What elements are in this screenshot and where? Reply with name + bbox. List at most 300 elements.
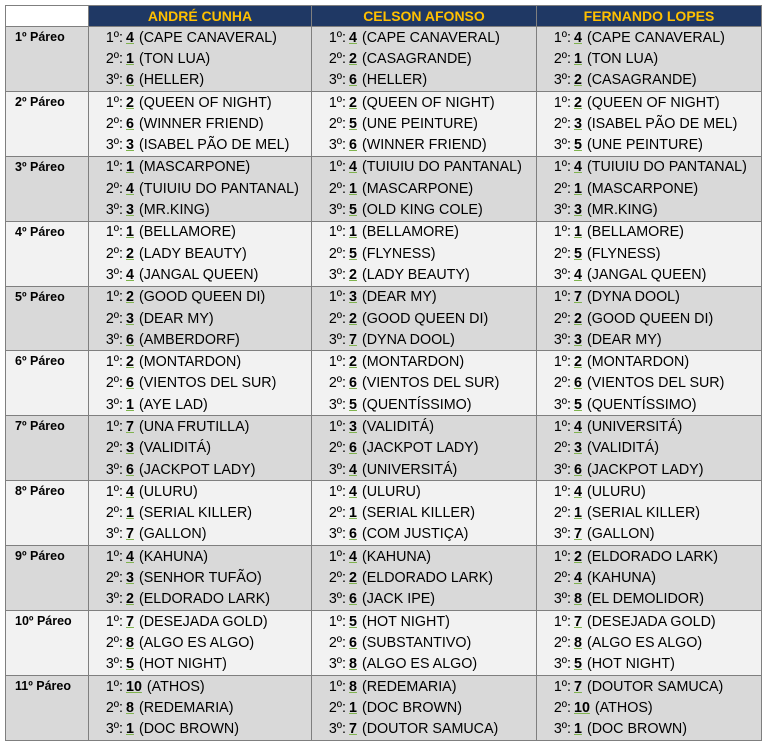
finish-position: 3º: (328, 721, 346, 738)
finish-position: 1º: (328, 289, 346, 306)
horse-name: (DOUTOR SAMUCA) (586, 678, 724, 695)
finish-position: 1º: (328, 483, 346, 500)
horse-name: (DOC BROWN) (586, 721, 688, 738)
picks-cell-andre-cunha (89, 416, 312, 481)
finish-position: 2º: (105, 375, 123, 392)
horse-name: (KAHUNA) (138, 548, 209, 565)
finish-position: 2º: (328, 634, 346, 651)
horse-number: 7 (126, 613, 134, 630)
horse-number: 8 (349, 678, 357, 695)
picks-cell-celson-afonso (312, 481, 537, 546)
pick-line (312, 546, 536, 567)
horse-number: 4 (126, 29, 134, 46)
horse-number: 1 (574, 50, 582, 67)
horse-number: 10 (126, 678, 142, 695)
picks-cell-celson-afonso (312, 221, 537, 286)
finish-position: 2º: (328, 375, 346, 392)
horse-name: (CAPE CANAVERAL) (361, 29, 500, 46)
horse-name: (VALIDITÁ) (586, 440, 659, 457)
pick-line (312, 264, 536, 285)
finish-position: 1º: (105, 224, 123, 241)
horse-number: 6 (574, 461, 582, 478)
horse-name: (QUENTÍSSIMO) (586, 396, 697, 413)
race-row (6, 481, 762, 546)
finish-position: 2º: (328, 570, 346, 587)
pick-line (89, 632, 311, 653)
horse-name: (HOT NIGHT) (586, 656, 675, 673)
horse-name: (CAPE CANAVERAL) (138, 29, 277, 46)
horse-number: 3 (574, 331, 582, 348)
horse-name: (OLD KING COLE) (361, 202, 483, 219)
horse-name: (TUIUIU DO PANTANAL) (361, 159, 522, 176)
pick-line (312, 611, 536, 632)
picks-cell-fernando-lopes (537, 481, 762, 546)
horse-number: 1 (126, 159, 134, 176)
pick-line (537, 92, 761, 113)
pick-line (89, 394, 311, 415)
horse-name: (QUEEN OF NIGHT) (586, 94, 720, 111)
pick-line (312, 92, 536, 113)
horse-name: (MR.KING) (586, 202, 658, 219)
horse-number: 1 (574, 180, 582, 197)
horse-name: (ELDORADO LARK) (138, 591, 271, 608)
horse-name: (TUIUIU DO PANTANAL) (138, 180, 299, 197)
finish-position: 3º: (105, 137, 123, 154)
finish-position: 3º: (328, 331, 346, 348)
horse-number: 6 (349, 137, 357, 154)
finish-position: 1º: (328, 354, 346, 371)
horse-name: (REDEMARIA) (361, 678, 457, 695)
horse-name: (SUBSTANTIVO) (361, 634, 472, 651)
pick-line (89, 199, 311, 220)
picks-cell-fernando-lopes (537, 675, 762, 740)
pick-line (312, 589, 536, 610)
finish-position: 1º: (553, 418, 571, 435)
picks-cell-fernando-lopes (537, 416, 762, 481)
horse-number: 4 (574, 483, 582, 500)
horse-name: (TON LUA) (586, 50, 659, 67)
pick-line (312, 308, 536, 329)
horse-number: 8 (126, 699, 134, 716)
finish-position: 2º: (328, 50, 346, 67)
pick-line (537, 438, 761, 459)
pick-line (312, 524, 536, 545)
pick-line (537, 503, 761, 524)
picks-cell-andre-cunha (89, 286, 312, 351)
finish-position: 2º: (553, 50, 571, 67)
pick-line (312, 329, 536, 350)
pick-line (537, 308, 761, 329)
picks-cell-celson-afonso (312, 286, 537, 351)
finish-position: 1º: (553, 289, 571, 306)
picks-cell-fernando-lopes (537, 611, 762, 676)
picks-cell-fernando-lopes (537, 546, 762, 611)
horse-number: 5 (574, 245, 582, 262)
horse-name: (BELLAMORE) (586, 224, 684, 241)
horse-name: (AYE LAD) (138, 396, 208, 413)
horse-name: (UNIVERSITÁ) (361, 461, 458, 478)
horse-number: 1 (349, 180, 357, 197)
horse-number: 4 (349, 159, 357, 176)
finish-position: 3º: (328, 591, 346, 608)
picks-cell-andre-cunha (89, 675, 312, 740)
race-label: 6º Páreo (6, 351, 89, 416)
pick-line (312, 481, 536, 502)
horse-number: 1 (574, 224, 582, 241)
finish-position: 2º: (553, 699, 571, 716)
pick-line (537, 416, 761, 437)
finish-position: 1º: (553, 94, 571, 111)
finish-position: 3º: (553, 137, 571, 154)
horse-number: 4 (349, 461, 357, 478)
finish-position: 3º: (553, 266, 571, 283)
horse-name: (JACKPOT LADY) (586, 461, 704, 478)
finish-position: 2º: (105, 440, 123, 457)
pick-line (89, 503, 311, 524)
finish-position: 3º: (105, 266, 123, 283)
pick-line (537, 243, 761, 264)
horse-number: 4 (574, 159, 582, 176)
finish-position: 3º: (105, 202, 123, 219)
horse-name: (DESEJADA GOLD) (138, 613, 268, 630)
horse-name: (LADY BEAUTY) (138, 245, 247, 262)
horse-name: (WINNER FRIEND) (138, 115, 264, 132)
finish-position: 1º: (553, 613, 571, 630)
race-label: 5º Páreo (6, 286, 89, 351)
horse-name: (MR.KING) (138, 202, 210, 219)
pick-line (89, 438, 311, 459)
finish-position: 1º: (553, 354, 571, 371)
race-label: 8º Páreo (6, 481, 89, 546)
picks-cell-andre-cunha (89, 221, 312, 286)
finish-position: 2º: (553, 245, 571, 262)
picks-cell-fernando-lopes (537, 221, 762, 286)
picks-cell-fernando-lopes (537, 286, 762, 351)
finish-position: 2º: (328, 440, 346, 457)
horse-number: 5 (349, 202, 357, 219)
horse-name: (DOUTOR SAMUCA) (361, 721, 499, 738)
horse-number: 7 (126, 418, 134, 435)
header-corner (6, 6, 89, 27)
finish-position: 2º: (553, 440, 571, 457)
race-label: 4º Páreo (6, 221, 89, 286)
finish-position: 2º: (105, 50, 123, 67)
finish-position: 1º: (553, 29, 571, 46)
horse-number: 1 (126, 396, 134, 413)
horse-name: (HOT NIGHT) (361, 613, 450, 630)
horse-name: (CAPE CANAVERAL) (586, 29, 725, 46)
pick-line (89, 654, 311, 675)
pick-line (89, 459, 311, 480)
horse-name: (ALGO ES ALGO) (138, 634, 255, 651)
horse-name: (VIENTOS DEL SUR) (586, 375, 725, 392)
finish-position: 2º: (328, 699, 346, 716)
horse-name: (GOOD QUEEN DI) (138, 289, 266, 306)
finish-position: 2º: (105, 245, 123, 262)
horse-name: (ISABEL PÃO DE MEL) (138, 137, 290, 154)
pick-line (312, 70, 536, 91)
horse-name: (MONTARDON) (361, 354, 465, 371)
pick-line (537, 676, 761, 697)
horse-number: 4 (126, 180, 134, 197)
horse-name: (DYNA DOOL) (586, 289, 680, 306)
pick-line (89, 351, 311, 372)
horse-number: 2 (126, 245, 134, 262)
horse-number: 10 (574, 699, 590, 716)
pick-line (312, 113, 536, 134)
finish-position: 1º: (105, 418, 123, 435)
pick-line (89, 287, 311, 308)
horse-number: 2 (126, 354, 134, 371)
horse-name: (LADY BEAUTY) (361, 266, 470, 283)
horse-number: 4 (349, 548, 357, 565)
finish-position: 3º: (105, 526, 123, 543)
pick-line (537, 481, 761, 502)
horse-number: 7 (574, 613, 582, 630)
picks-cell-andre-cunha (89, 546, 312, 611)
horse-name: (COM JUSTIÇA) (361, 526, 469, 543)
finish-position: 2º: (105, 699, 123, 716)
finish-position: 3º: (553, 721, 571, 738)
pick-line (312, 676, 536, 697)
pick-line (89, 676, 311, 697)
horse-name: (ULURU) (361, 483, 421, 500)
pick-line (537, 70, 761, 91)
horse-number: 5 (574, 656, 582, 673)
finish-position: 1º: (553, 548, 571, 565)
pick-line (537, 329, 761, 350)
pick-line (89, 589, 311, 610)
horse-name: (REDEMARIA) (138, 699, 234, 716)
horse-number: 2 (126, 94, 134, 111)
pick-line (89, 178, 311, 199)
pick-line (537, 632, 761, 653)
race-label: 2º Páreo (6, 91, 89, 156)
horse-name: (EL DEMOLIDOR) (586, 591, 704, 608)
horse-number: 1 (349, 224, 357, 241)
finish-position: 3º: (553, 591, 571, 608)
horse-name: (QUEEN OF NIGHT) (138, 94, 272, 111)
horse-name: (CASAGRANDE) (361, 50, 472, 67)
horse-name: (HOT NIGHT) (138, 656, 227, 673)
horse-number: 6 (349, 634, 357, 651)
race-label: 7º Páreo (6, 416, 89, 481)
horse-number: 4 (126, 548, 134, 565)
horse-name: (JANGAL QUEEN) (138, 266, 259, 283)
horse-number: 8 (126, 634, 134, 651)
horse-number: 6 (126, 375, 134, 392)
pick-line (89, 481, 311, 502)
horse-number: 4 (349, 29, 357, 46)
pick-line (89, 546, 311, 567)
pick-line (312, 48, 536, 69)
pick-line (537, 178, 761, 199)
pick-line (89, 308, 311, 329)
horse-name: (VIENTOS DEL SUR) (138, 375, 277, 392)
finish-position: 2º: (553, 180, 571, 197)
horse-number: 2 (574, 548, 582, 565)
horse-number: 4 (349, 483, 357, 500)
race-label: 10º Páreo (6, 611, 89, 676)
finish-position: 1º: (105, 678, 123, 695)
finish-position: 2º: (553, 310, 571, 327)
horse-number: 8 (349, 656, 357, 673)
horse-name: (JACKPOT LADY) (361, 440, 479, 457)
picks-cell-celson-afonso (312, 546, 537, 611)
pick-line (89, 157, 311, 178)
horse-name: (JACK IPE) (361, 591, 436, 608)
horse-number: 5 (349, 115, 357, 132)
horse-number: 3 (126, 137, 134, 154)
horse-name: (JACKPOT LADY) (138, 461, 256, 478)
pick-line (312, 178, 536, 199)
horse-number: 2 (574, 94, 582, 111)
horse-number: 6 (126, 331, 134, 348)
pick-line (537, 222, 761, 243)
picks-cell-fernando-lopes (537, 351, 762, 416)
race-label: 9º Páreo (6, 546, 89, 611)
race-row (6, 416, 762, 481)
pick-line (89, 524, 311, 545)
finish-position: 2º: (105, 570, 123, 587)
horse-number: 2 (574, 310, 582, 327)
finish-position: 1º: (105, 94, 123, 111)
horse-name: (GALLON) (138, 526, 207, 543)
pick-line (312, 27, 536, 48)
horse-number: 2 (126, 289, 134, 306)
finish-position: 1º: (328, 159, 346, 176)
horse-name: (SERIAL KILLER) (586, 505, 701, 522)
horse-number: 2 (574, 354, 582, 371)
pick-line (89, 92, 311, 113)
horse-name: (QUEEN OF NIGHT) (361, 94, 495, 111)
picks-cell-celson-afonso (312, 416, 537, 481)
pick-line (537, 157, 761, 178)
finish-position: 2º: (553, 505, 571, 522)
horse-name: (ELDORADO LARK) (361, 570, 494, 587)
horse-name: (KAHUNA) (586, 570, 657, 587)
horse-number: 4 (126, 266, 134, 283)
horse-number: 6 (349, 526, 357, 543)
pick-line (89, 27, 311, 48)
horse-name: (MASCARPONE) (138, 159, 251, 176)
horse-number: 3 (349, 418, 357, 435)
header-celson-afonso: CELSON AFONSO (312, 6, 537, 27)
horse-name: (SERIAL KILLER) (138, 505, 253, 522)
horse-name: (DOC BROWN) (138, 721, 240, 738)
horse-name: (UNIVERSITÁ) (586, 418, 683, 435)
horse-name: (UNA FRUTILLA) (138, 418, 250, 435)
pick-line (89, 48, 311, 69)
finish-position: 3º: (553, 656, 571, 673)
horse-number: 1 (126, 224, 134, 241)
pick-line (89, 113, 311, 134)
horse-name: (ALGO ES ALGO) (361, 656, 478, 673)
horse-name: (UNE PEINTURE) (361, 115, 478, 132)
finish-position: 1º: (328, 94, 346, 111)
race-row (6, 221, 762, 286)
horse-name: (MONTARDON) (586, 354, 690, 371)
horse-number: 2 (349, 266, 357, 283)
horse-number: 1 (349, 505, 357, 522)
horse-name: (DYNA DOOL) (361, 331, 455, 348)
horse-name: (DESEJADA GOLD) (586, 613, 716, 630)
finish-position: 1º: (553, 159, 571, 176)
horse-number: 8 (574, 634, 582, 651)
finish-position: 2º: (105, 505, 123, 522)
finish-position: 1º: (105, 159, 123, 176)
pick-line (89, 416, 311, 437)
horse-number: 6 (126, 72, 134, 89)
race-row (6, 286, 762, 351)
pick-line (312, 503, 536, 524)
finish-position: 3º: (553, 331, 571, 348)
pick-line (537, 351, 761, 372)
race-row (6, 156, 762, 221)
picks-cell-fernando-lopes (537, 156, 762, 221)
pick-line (537, 27, 761, 48)
pick-line (89, 70, 311, 91)
finish-position: 1º: (105, 354, 123, 371)
pick-line (537, 589, 761, 610)
finish-position: 3º: (553, 202, 571, 219)
picks-cell-andre-cunha (89, 481, 312, 546)
horse-name: (ISABEL PÃO DE MEL) (586, 115, 738, 132)
horse-number: 2 (126, 591, 134, 608)
finish-position: 3º: (105, 591, 123, 608)
horse-name: (TON LUA) (138, 50, 211, 67)
finish-position: 3º: (553, 461, 571, 478)
horse-name: (ALGO ES ALGO) (586, 634, 703, 651)
horse-number: 3 (126, 570, 134, 587)
pick-line (537, 567, 761, 588)
picks-cell-andre-cunha (89, 156, 312, 221)
horse-number: 6 (126, 115, 134, 132)
horse-name: (DEAR MY) (586, 331, 662, 348)
horse-number: 5 (126, 656, 134, 673)
pick-line (312, 243, 536, 264)
finish-position: 3º: (328, 202, 346, 219)
horse-name: (ATHOS) (146, 678, 205, 695)
horse-number: 7 (126, 526, 134, 543)
horse-number: 7 (574, 526, 582, 543)
horse-name: (ELDORADO LARK) (586, 548, 719, 565)
finish-position: 3º: (105, 656, 123, 673)
race-row (6, 27, 762, 92)
finish-position: 2º: (105, 180, 123, 197)
race-row (6, 91, 762, 156)
finish-position: 1º: (553, 678, 571, 695)
pick-line (312, 373, 536, 394)
pick-line (312, 438, 536, 459)
horse-number: 5 (349, 613, 357, 630)
finish-position: 3º: (105, 331, 123, 348)
horse-number: 2 (349, 570, 357, 587)
horse-name: (BELLAMORE) (361, 224, 459, 241)
pick-line (537, 48, 761, 69)
picks-cell-celson-afonso (312, 675, 537, 740)
finish-position: 1º: (328, 613, 346, 630)
horse-number: 3 (574, 440, 582, 457)
finish-position: 2º: (105, 634, 123, 651)
horse-number: 7 (574, 678, 582, 695)
finish-position: 2º: (328, 180, 346, 197)
header-andre-cunha: ANDRÉ CUNHA (89, 6, 312, 27)
race-label: 1º Páreo (6, 27, 89, 92)
pick-line (312, 394, 536, 415)
finish-position: 2º: (105, 115, 123, 132)
horse-name: (DOC BROWN) (361, 699, 463, 716)
